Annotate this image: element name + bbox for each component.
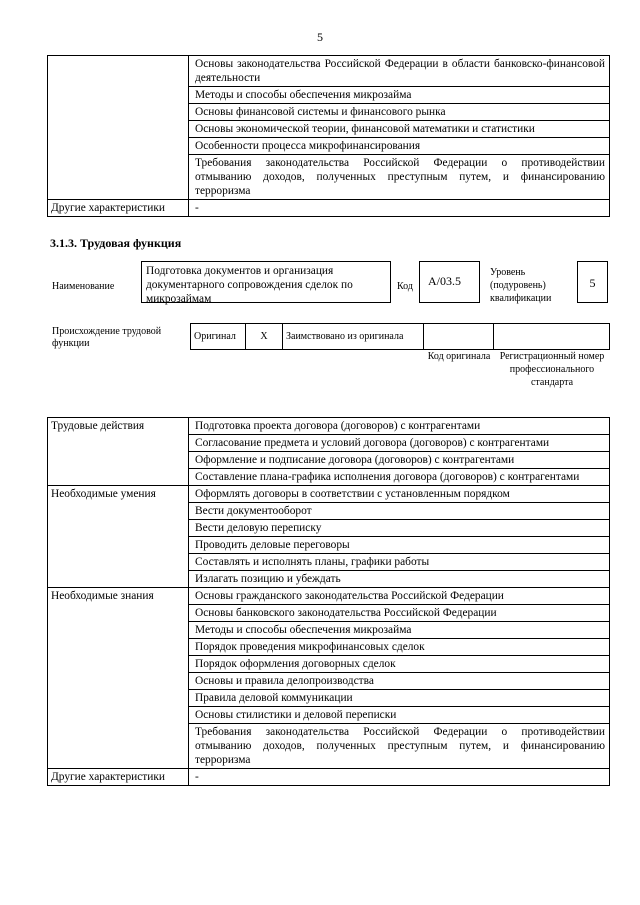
level-label: Уровень (подуровень) квалификации	[490, 267, 552, 304]
origin-table	[190, 323, 610, 350]
original-code-cell	[424, 324, 494, 350]
skill-item: Излагать позицию и убеждать	[189, 571, 610, 588]
knowledge-item: Порядок проведения микрофинансовых сделок	[189, 639, 610, 656]
skill-item: Вести деловую переписку	[189, 520, 610, 537]
original-code-caption: Код оригинала	[427, 351, 491, 362]
knowledge-item: Основы банковского законодательства Российской Федерации	[189, 605, 610, 622]
empty-label-cell	[48, 56, 189, 200]
knowledge-item: Требования законодательства Российской Федерации о противодействии отмыванию доходов, полученных преступным путем, и финансированию терроризма	[189, 724, 610, 769]
page-number: 5	[317, 30, 323, 44]
top-knowledge-table	[47, 55, 610, 217]
table-row	[191, 324, 610, 350]
skill-item: Вести документооборот	[189, 503, 610, 520]
knowledge-item: Основы гражданского законодательства Российской Федерации	[189, 588, 610, 605]
table-row	[48, 56, 610, 87]
name-label: Наименование	[52, 281, 115, 292]
knowledge-item: Основы экономической теории, финансовой математики и статистики	[189, 121, 610, 138]
other-characteristics-value: -	[189, 200, 610, 217]
code-label: Код	[397, 281, 413, 292]
level-value-box: 5	[577, 261, 608, 303]
skill-item: Составлять и исполнять планы, графики работы	[189, 554, 610, 571]
knowledge-item: Особенности процесса микрофинансирования	[189, 138, 610, 155]
function-code-box: A/03.5	[419, 261, 480, 303]
skill-item: Оформлять договоры в соответствии с установленным порядком	[189, 486, 610, 503]
function-details-table	[47, 417, 610, 786]
action-item: Оформление и подписание договора (договоров) с контрагентами	[189, 452, 610, 469]
skills-label: Необходимые умения	[48, 486, 189, 588]
table-row	[48, 588, 610, 605]
knowledge-item: Основы финансовой системы и финансового рынка	[189, 104, 610, 121]
registration-number-cell	[494, 324, 610, 350]
other-characteristics-label: Другие характеристики	[48, 769, 189, 786]
knowledge-item: Требования законодательства Российской Федерации о противодействии отмыванию доходов, полученных преступным путем, и финансированию терроризма	[189, 155, 610, 200]
knowledge-item: Порядок оформления договорных сделок	[189, 656, 610, 673]
table-row	[48, 418, 610, 435]
table-row	[48, 200, 610, 217]
registration-number-caption: Регистрационный номер профессионального стандарта	[499, 351, 605, 388]
function-name-box: Подготовка документов и организация документарного сопровождения сделок по микрозаймам	[141, 261, 391, 303]
original-label: Оригинал	[191, 324, 246, 350]
action-item: Согласование предмета и условий договора (договоров) с контрагентами	[189, 435, 610, 452]
origin-label: Происхождение трудовой функции	[52, 326, 162, 349]
knowledge-item: Методы и способы обеспечения микрозайма	[189, 622, 610, 639]
table-row	[48, 769, 610, 786]
action-item: Составление плана-графика исполнения договора (договоров) с контрагентами	[189, 469, 610, 486]
other-characteristics-value: -	[189, 769, 610, 786]
knowledge-label: Необходимые знания	[48, 588, 189, 769]
knowledge-item: Правила деловой коммуникации	[189, 690, 610, 707]
knowledge-item: Основы и правила делопроизводства	[189, 673, 610, 690]
original-mark: X	[246, 324, 283, 350]
actions-label: Трудовые действия	[48, 418, 189, 486]
knowledge-item: Основы законодательства Российской Федерации в области банковско-финансовой деятельности	[189, 56, 610, 87]
other-characteristics-label: Другие характеристики	[48, 200, 189, 217]
table-row	[48, 486, 610, 503]
borrowed-label: Заимствовано из оригинала	[283, 324, 424, 350]
knowledge-item: Основы стилистики и деловой переписки	[189, 707, 610, 724]
skill-item: Проводить деловые переговоры	[189, 537, 610, 554]
section-title: 3.1.3. Трудовая функция	[50, 236, 182, 250]
knowledge-item: Методы и способы обеспечения микрозайма	[189, 87, 610, 104]
action-item: Подготовка проекта договора (договоров) с контрагентами	[189, 418, 610, 435]
